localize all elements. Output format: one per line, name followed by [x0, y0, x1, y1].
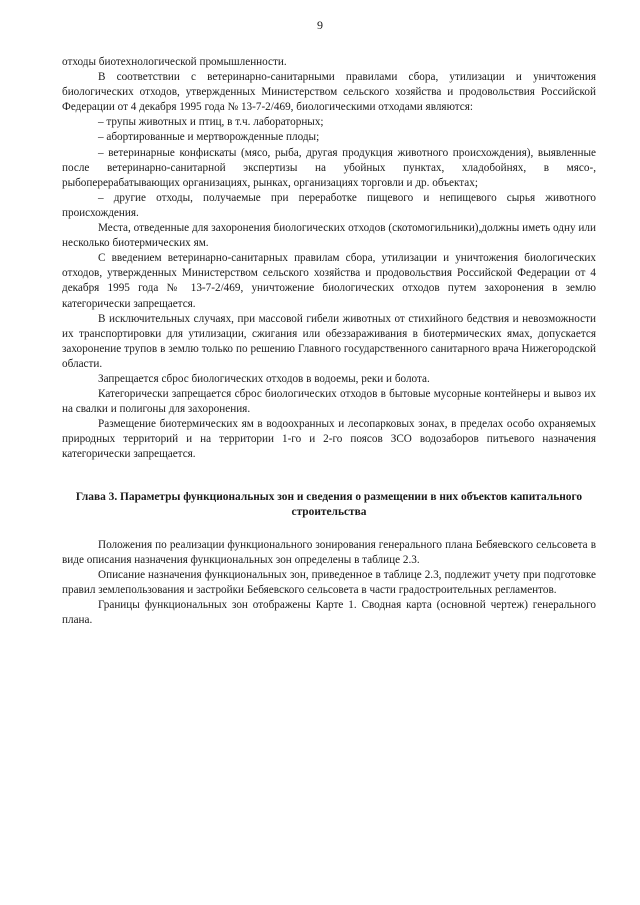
paragraph: Положения по реализации функционального зонирования генерального плана Бебяевского сельсовета в виде описания назначения функциональных зон определены в таблице 2.3.	[62, 538, 596, 566]
list-item: – ветеринарные конфискаты (мясо, рыба, другая продукция животного происхождения), выявленные после ветеринарно-санитарной экспертизы на убойных пунктах, хладобойнях, в мясо-, рыбоперерабатывающих организациях, рынках, организациях торговли и др. объектах;	[62, 146, 596, 189]
page-number: 9	[317, 18, 323, 32]
paragraph: В соответствии с ветеринарно-санитарными правилами сбора, утилизации и уничтожения биологических отходов, утвержденных Министерством сельского хозяйства и продовольствия Российской Федерации от 4 декабря 1995 года № 13-7-2/469, биологическими отходами являются:	[62, 71, 596, 114]
list-item: – абортированные и мертворожденные плоды;	[98, 131, 320, 144]
list-item: – трупы животных и птиц, в т.ч. лабораторных;	[98, 116, 324, 129]
document-body	[62, 55, 596, 628]
paragraph: Описание назначения функциональных зон, приведенное в таблице 2.3, подлежит учету при подготовке правил землепользования и застройки Бебяевского сельсовета в части градостроительных регламентов.	[62, 568, 596, 596]
paragraph: отходы биотехнологической промышленности.	[62, 56, 287, 68]
paragraph: Места, отведенные для захоронения биологических отходов (скотомогильники),должны иметь одну или несколько биотермических ям.	[62, 222, 596, 250]
paragraph: Запрещается сброс биологических отходов в водоемы, реки и болота.	[98, 372, 430, 385]
paragraph: В исключительных случаях, при массовой гибели животных от стихийного бедствия и невозможности их транспортировки для утилизации, сжигания или обеззараживания в биотермических ямах, допускается захоронение трупов в землю только по решению Главного государственного санитарного врача Нижегородской области.	[62, 312, 596, 370]
chapter-heading: Глава 3. Параметры функциональных зон и сведения о размещении в них объектов капитального строительства	[75, 490, 583, 519]
paragraph: С введением ветеринарно-санитарных правилам сбора, утилизации и уничтожения биологических отходов, утвержденных Министерством сельского хозяйства и продовольствия Российской Федерации от 4 декабря 1995 года № 13-7-2/469, уничтожение биологических отходов путем захоронения в землю категорически запрещается.	[62, 252, 596, 310]
paragraph: Границы функциональных зон отображены Карте 1. Сводная карта (основной чертеж) генерального плана.	[62, 598, 596, 626]
paragraph: Размещение биотермических ям в водоохранных и лесопарковых зонах, в пределах особо охраняемых природных территорий и на территории 1-го и 2-го поясов ЗСО водозаборов питьевого назначения категорически запрещается.	[62, 418, 596, 461]
list-item: – другие отходы, получаемые при переработке пищевого и непищевого сырья животного происхождения.	[62, 191, 596, 219]
paragraph: Категорически запрещается сброс биологических отходов в бытовые мусорные контейнеры и вывоз их на свалки и полигоны для захоронения.	[62, 388, 596, 416]
